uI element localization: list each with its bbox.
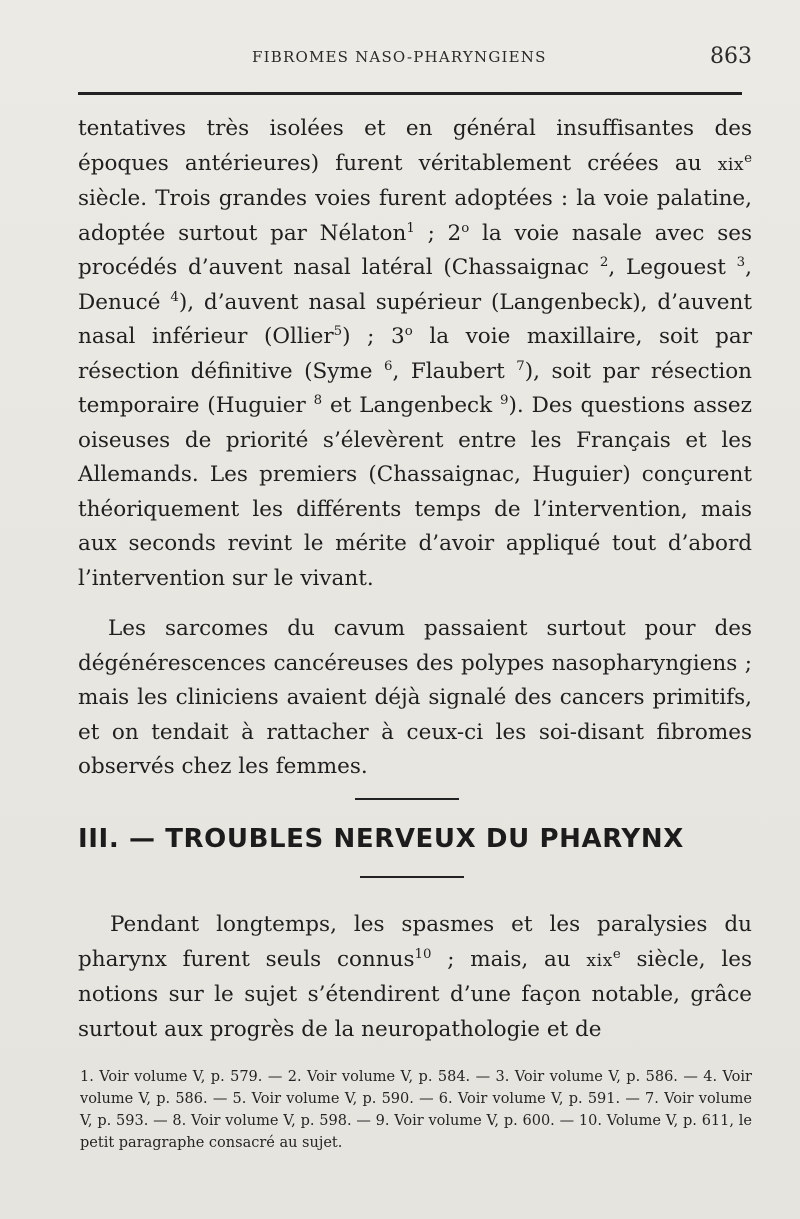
- footnote-ref: 6: [384, 358, 393, 374]
- footnote-ref: 4: [170, 289, 179, 305]
- paragraph-text: ), soit par résection temporaire (Huguier: [78, 358, 752, 418]
- century-superscript: e: [612, 946, 621, 962]
- paragraph-text: ) ; 3: [342, 324, 405, 349]
- paragraph-text: la voie maxillaire, soit par résection définitive (Syme: [78, 324, 752, 384]
- footnote-ref: 1: [406, 220, 415, 236]
- century-superscript: e: [744, 150, 752, 166]
- paragraph-text: ; 2: [414, 220, 462, 246]
- paragraph-text: ). Des questions assez oiseuses de priorité s’élevèrent entre les Français et les Allemands. Les premiers (Chassaignac, Huguier) conçurent théoriquement les différents temps de l’intervention, mais aux seconds revint le mérite d’avoir appliqué tout d’abord l’intervention sur le vivant.: [78, 393, 752, 591]
- page-number: 863: [710, 44, 752, 69]
- footnote-ref: 2: [599, 255, 609, 271]
- paragraph-text: tentatives très isolées et en général insuffisantes des époques antérieures) furent véritablement créées au: [78, 116, 752, 176]
- paragraph-text: la voie nasale avec ses procédés d’auvent nasal latéral (Chassaignac: [78, 220, 752, 280]
- section-divider-bottom: [360, 876, 464, 878]
- footnotes: 1. Voir volume V, p. 579. — 2. Voir volume V, p. 584. — 3. Voir volume V, p. 586. — 4. Voir volume V, p. 586. — 5. Voir volume V, p. 590. — 6. Voir volume V, p. 591. — 7. Voir volume V, p. 593. — 8. Voir volume V, p. 598. — 9. Voir volume V, p. 600. — 10. Volume V, p. 611, le petit paragraphe consacré au sujet.: [80, 1069, 752, 1151]
- century-numeral: xix: [586, 950, 613, 971]
- section-divider-top: [355, 798, 459, 800]
- footnote-ref: 7: [516, 358, 525, 374]
- paragraph-text: , Legouest: [608, 255, 737, 280]
- paragraph-text: Pendant longtemps, les spasmes et les paralysies du pharynx furent seuls connus: [78, 912, 752, 972]
- paragraph-text: , Denucé: [78, 255, 752, 315]
- section-heading: III. — TROUBLES NERVEUX DU PHARYNX: [78, 824, 684, 854]
- running-head: [78, 44, 752, 72]
- footnote-ref: 8: [313, 393, 323, 409]
- century-numeral: xix: [717, 154, 745, 175]
- paragraph-sarcomas: Les sarcomes du cavum passaient surtout pour des dégénérescences cancéreuses des polypes nasopharyngiens ; mais les cliniciens avaient déjà signalé des cancers primitifs, et on tendait à rattacher à ceux-ci les soi-disant fibromes observés chez les femmes.: [78, 616, 752, 779]
- footnote-ref: 5: [333, 324, 343, 340]
- footnote-ref: 9: [500, 393, 509, 409]
- ordinal-mark: o: [461, 220, 470, 236]
- footnote-ref: 3: [736, 255, 746, 271]
- paragraph-nervous-disorders: [78, 908, 752, 1047]
- paragraph-text: , Flaubert: [392, 358, 517, 384]
- paragraph-text: siècle. Trois grandes voies furent adoptées : la voie palatine, adoptée surtout par Nélaton: [78, 186, 752, 246]
- paragraph-text: ; mais, au: [431, 946, 587, 972]
- paragraph-text: et Langenbeck: [322, 393, 500, 418]
- ordinal-mark: o: [404, 324, 413, 340]
- header-rule: [78, 92, 742, 95]
- footnote-ref: 10: [414, 946, 432, 962]
- paragraph-surgical-approaches: [78, 112, 752, 596]
- running-title: FIBROMES NASO-PHARYNGIENS: [252, 48, 547, 66]
- paragraph-text: siècle, les notions sur le sujet s’étendirent d’une façon notable, grâce surtout aux progrès de la neuropathologie et de: [78, 946, 752, 1042]
- paragraph-text: ), d’auvent nasal supérieur (Langenbeck), d’auvent nasal inférieur (Ollier: [78, 289, 752, 349]
